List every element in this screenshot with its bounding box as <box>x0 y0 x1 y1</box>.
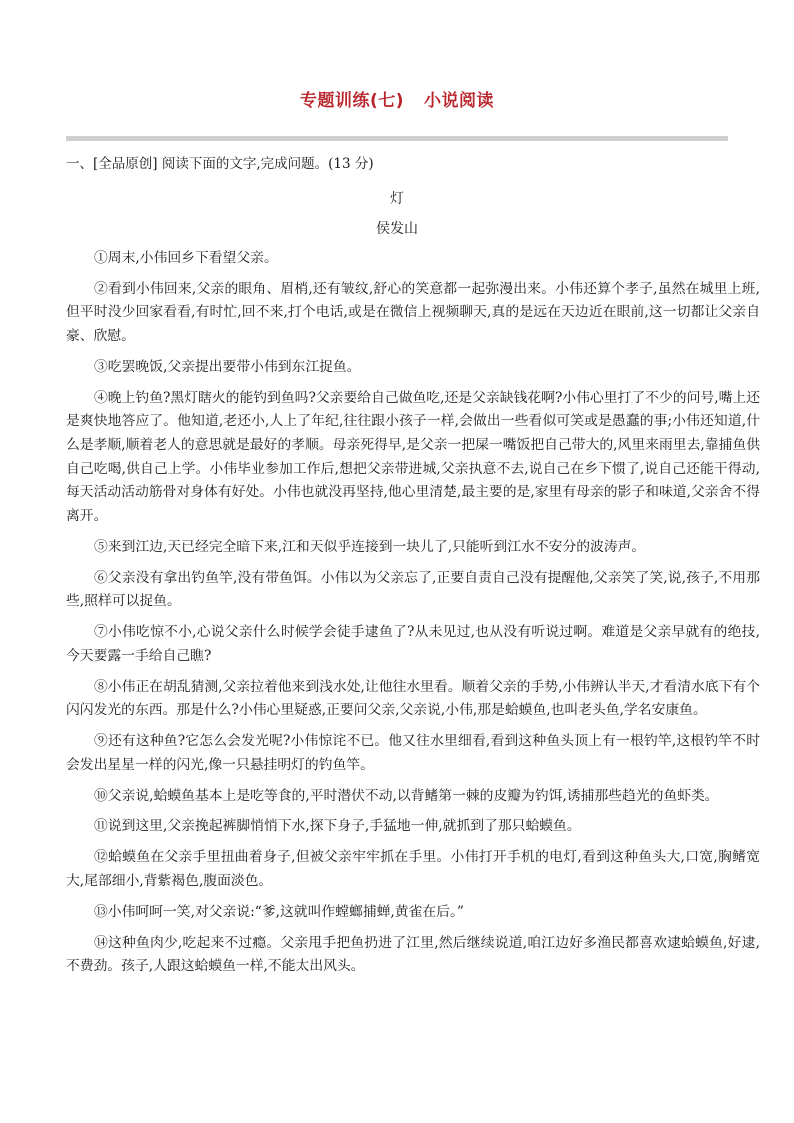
paragraph: ⑥父亲没有拿出钓鱼竿,没有带鱼饵。小伟以为父亲忘了,正要自责自己没有提醒他,父亲笑了笑,说,孩子,不用那些,照样可以捉鱼。 <box>66 569 760 610</box>
paragraph: ①周末,小伟回乡下看望父亲。 <box>94 250 278 266</box>
paragraph: ⑤来到江边,天已经完全暗下来,江和天似乎连接到一块儿了,只能听到江水不安分的波涛声。 <box>94 538 646 555</box>
paragraph: ⑨还有这种鱼?它怎么会发光呢?小伟惊诧不已。他又往水里细看,看到这种鱼头顶上有一根钓竿,这根钓竿不时会发出星星一样的闪光,像一只悬挂明灯的钓鱼竿。 <box>66 733 760 773</box>
paragraph: ②看到小伟回来,父亲的眼角、眉梢,还有皱纹,舒心的笑意都一起弥漫出来。小伟还算个孝子,虽然在城里上班,但平时没少回家看看,有时忙,回不来,打个电话,或是在微信上视频聊天,真的是远在天边近在眼前,这一切都让父亲自豪、欣慰。 <box>66 280 760 345</box>
paragraph: ③吃罢晚饭,父亲提出要带小伟到东江捉鱼。 <box>94 358 361 375</box>
page-title <box>0 86 794 111</box>
question-header: 一、[全品原创] 阅读下面的文字,完成问题。(13 分) <box>66 156 374 172</box>
paragraph: ⑦小伟吃惊不小,心说父亲什么时候学会徒手逮鱼了?从未见过,也从没有听说过啊。难道是父亲早就有的绝技,今天要露一手给自己瞧? <box>66 624 760 664</box>
title-divider <box>66 136 728 141</box>
story-title: 灯 <box>390 191 404 207</box>
paragraph: ⑫蛤蟆鱼在父亲手里扭曲着身子,但被父亲牢牢抓在手里。小伟打开手机的电灯,看到这种鱼头大,口宽,胸鳍宽大,尾部细小,背紫褐色,腹面淡色。 <box>66 849 760 889</box>
paragraph: ⑬小伟呵呵一笑,对父亲说:“爹,这就叫作螳螂捕蝉,黄雀在后。” <box>94 903 464 920</box>
paragraph: ④晚上钓鱼?黑灯瞎火的能钓到鱼吗?父亲要给自己做鱼吃,还是父亲缺钱花啊?小伟心里打了不少的问号,嘴上还是爽快地答应了。他知道,老还小,人上了年纪,往往跟小孩子一样,会做出一些看似可笑或是愚蠢的事;小伟还知道,什么是孝顺,顺着老人的意思就是最好的孝顺。母亲死得早,是父亲一把屎一嘴饭把自己带大的,风里来雨里去,靠捕鱼供自己吃喝,供自己上学。小伟毕业参加工作后,想把父亲带进城,父亲执意不去,说自己在乡下惯了,说自己还能干得动,每天活动活动筋骨对身体有好处。小伟也就没再坚持,他心里清楚,最主要的是,家里有母亲的影子和味道,父亲舍不得离开。 <box>66 389 760 524</box>
title-section: 专题训练(七) <box>299 91 405 111</box>
story-author: 侯发山 <box>376 221 418 237</box>
paragraph: ⑭这种鱼肉少,吃起来不过瘾。父亲甩手把鱼扔进了江里,然后继续说道,咱江边好多渔民都喜欢逮蛤蟆鱼,好逮,不费劲。孩子,人跟这蛤蟆鱼一样,不能太出风头。 <box>66 934 760 975</box>
title-topic: 小说阅读 <box>424 91 495 111</box>
story-body <box>66 247 760 986</box>
paragraph: ⑩父亲说,蛤蟆鱼基本上是吃等食的,平时潜伏不动,以背鳍第一棘的皮瓣为钓饵,诱捕那些趋光的鱼虾类。 <box>94 787 719 804</box>
paragraph: ⑪说到这里,父亲挽起裤脚悄悄下水,探下身子,手猛地一伸,就抓到了那只蛤蟆鱼。 <box>94 818 581 835</box>
paragraph: ⑧小伟正在胡乱猜测,父亲拉着他来到浅水处,让他往水里看。顺着父亲的手势,小伟辨认半天,才看清水底下有个闪闪发光的东西。那是什么?小伟心里疑惑,正要问父亲,父亲说,小伟,那是蛤蟆鱼,也叫老头鱼,学名安康鱼。 <box>66 678 760 719</box>
